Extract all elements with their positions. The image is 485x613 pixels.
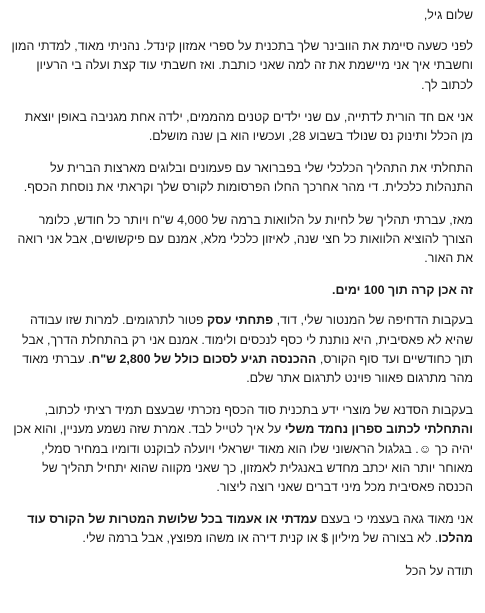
paragraph-book (10, 401, 473, 497)
business-text-2: פטור לתרגומים. למרות שזו עבודה שהיא לא פאסיבית, היא נותנת לי כסף לנכסים ולימוד. אמנם אני רק בהתחלת הדרך, אבל תוך כחודשיים ועד סוף הקורס, (22, 313, 473, 366)
signoff: תודה על הכל (405, 563, 473, 578)
paragraph-financial-start: התחלתי את התהליך הכלכלי שלי בפברואר עם פעמונים ובלוגים מארצות הברית על התנהלות כלכלית. די מהר אחרכך החלו הפרסומות לקורס שלך וקראתי את נוסחת הכסף. (23, 161, 473, 195)
goals-bold: עמדתי או אעמוד בכל שלושת המטרות של הקורס עוד מהלכו (27, 512, 473, 546)
goals-text-1: אני מאוד גאה בעצמי כי בעצם (317, 512, 473, 527)
business-text-3: . עברתי מאוד מהר מתרגום פאוור פוינט לתרגום אתר שלם. (22, 351, 473, 386)
book-bold: והתחלתי לכתוב ספרון נחמד משלי (284, 422, 473, 437)
paragraph-loans: מאז, עברתי תהליך של לחיות על הלוואות ברמה של 4,000 ש"ח ויותר כל חודש, כלומר הצורך להוציא הלוואות כל חצי שנה, לאיזון כלכלי מלא, אמנם עם פיקשושים, אבל אני רואה את האור. (17, 212, 473, 266)
highlight-100-days: זה אכן קרה תוך 100 ימים. (332, 283, 473, 298)
greeting: שלום גיל, (423, 8, 473, 22)
paragraph-business (10, 311, 473, 388)
goals-text-2: . לא בצורה של מיליון $ או קנית דירה או משהו מפוצץ, אבל ברמה שלי. (82, 531, 439, 546)
paragraph-about-me: אני אם חד הורית לדתייה, עם שני ילדים קטנים מהממים, ילדה אחת מגניבה באופן יוצאת מן הכלל ותינוק נס שנולד בשבוע 28, ועכשיו הוא בן שנה מושלם. (24, 109, 473, 144)
business-bold-1: פתחתי עסק (207, 313, 274, 328)
book-text-1: בעקבות הסדנא של מוצרי ידע בתכנית סוד הכסף נזכרתי שבעצם תמיד רציתי לכתוב, (44, 403, 473, 418)
paragraph-goals (10, 510, 473, 548)
paragraph-webinar: לפני כשעה סיימת את הוובינר שלך בתכנית על ספרי אמזון קינדל. נהניתי מאוד, למדתי המון וחשבתי איך אני מיישמת את זה למה שאני כותבת. ואז חשבתי עוד קצת ועלה בי הרעיון לכתוב לך. (11, 39, 473, 92)
business-text-1: בעקבות הדחיפה של המנטור שלי, דוד, (273, 313, 473, 328)
book-text-2: על איך לטייל לבד. אמרת שזה נשמע מעניין, והוא אכן יהיה כך ☺. בגלגול הראשוני שלו הוא מאוד ישראלי ויועלה לבוקנט ודומיו במחיר סמלי, מאוחר יותר הוא יכתב מחדש באנגלית לאמזון, כך שאני מקווה שהוא יתחיל תהליך של הכנסה פאסיבית מכל מיני דברים שאני רוצה ליצור. (13, 422, 473, 495)
business-bold-income: ההכנסה תגיע לסכום כולל של 2,800 ש"ח (91, 351, 317, 366)
